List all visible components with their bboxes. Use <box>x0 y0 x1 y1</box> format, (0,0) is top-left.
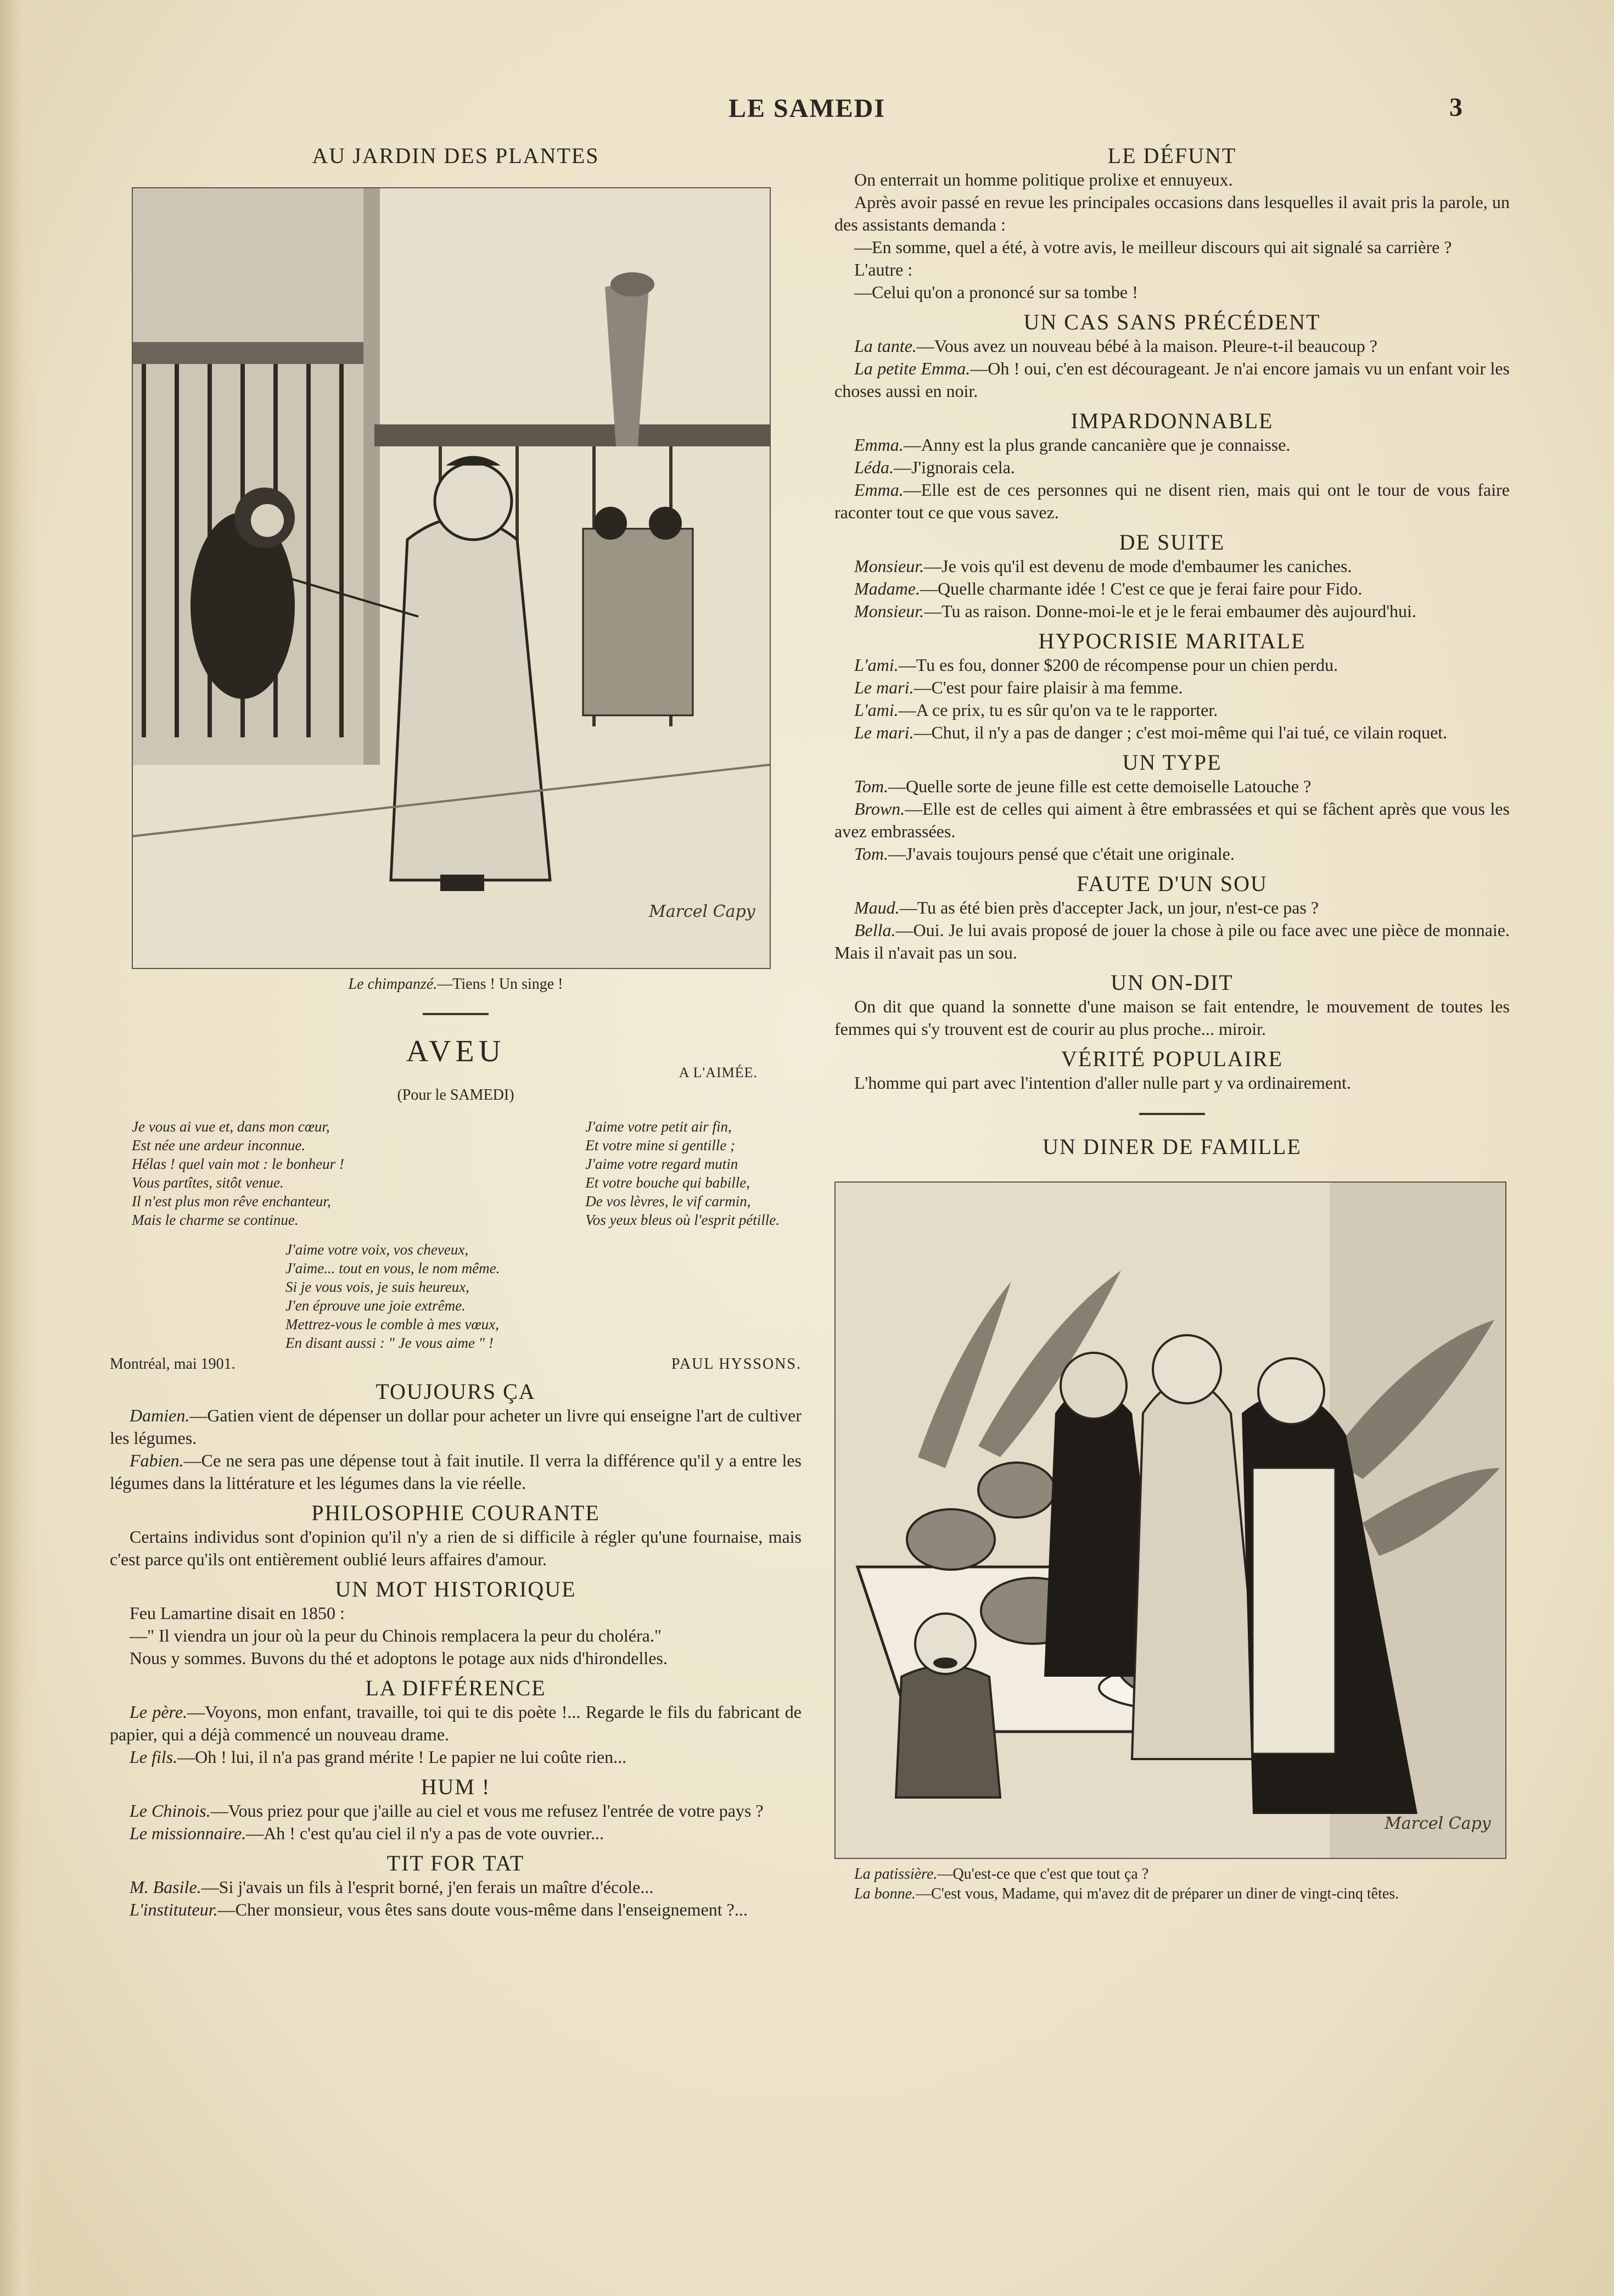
article-impardonnable <box>834 408 1510 524</box>
dialogue-line <box>834 654 1510 676</box>
article-title: TIT FOR TAT <box>386 1851 525 1875</box>
article-de-suite <box>834 529 1510 623</box>
article-cas-sans-precedent <box>834 309 1510 402</box>
article-title: HYPOCRISIE MARITALE <box>1038 629 1306 653</box>
article-faute-dun-sou <box>834 871 1510 964</box>
speaker: Monsieur. <box>854 601 924 621</box>
article-title: UN TYPE <box>1122 750 1222 775</box>
verse: Mettrez-vous le comble à mes vœux, <box>285 1316 499 1332</box>
line-text: —Tu as été bien près d'accepter Jack, un jour, n'est-ce pas ? <box>899 898 1319 917</box>
paragraph: —En somme, quel a été, à votre avis, le meilleur discours qui ait signalé sa carrière ? <box>854 237 1452 257</box>
verse: Je vous ai vue et, dans mon cœur, <box>132 1118 330 1135</box>
caption-line <box>834 1884 1510 1904</box>
dialogue-line <box>110 1899 802 1921</box>
speaker: Léda. <box>854 457 894 477</box>
verse: J'aime votre regard mutin <box>585 1156 738 1172</box>
page-header <box>0 88 1614 132</box>
illustration-caption <box>110 975 802 994</box>
caption-speaker: La bonne. <box>854 1885 916 1902</box>
paragraph: Après avoir passé en revue les principales occasions dans lesquelles il avait pris la parole, un des assistants demanda : <box>834 192 1510 234</box>
verse: Est née une ardeur inconnue. <box>132 1137 306 1153</box>
article-un-on-dit <box>834 970 1510 1040</box>
verse: Mais le charme se continue. <box>132 1212 299 1228</box>
dialogue-line <box>834 843 1510 865</box>
verse: J'aime votre petit air fin, <box>585 1118 732 1135</box>
caption-text: —Tiens ! Un singe ! <box>437 976 563 993</box>
line-text: —Quelle sorte de jeune fille est cette demoiselle Latouche ? <box>888 776 1312 796</box>
line-text: —Vous avez un nouveau bébé à la maison. Pleure-t-il beaucoup ? <box>916 336 1377 356</box>
verse: Hélas ! quel vain mot : le bonheur ! <box>132 1156 344 1172</box>
speaker: Damien. <box>130 1405 190 1425</box>
line-text: —Cher monsieur, vous êtes sans doute vous-même dans l'enseignement ?... <box>217 1900 748 1919</box>
caption-line <box>834 1864 1510 1884</box>
dialogue-line <box>110 1822 802 1845</box>
verse: En disant aussi : " Je vous aime " ! <box>285 1335 494 1351</box>
artist-signature: Marcel Capy <box>1385 1814 1491 1833</box>
speaker: Tom. <box>854 844 888 864</box>
article-title: LA DIFFÉRENCE <box>365 1676 546 1700</box>
speaker: Emma. <box>854 480 904 500</box>
dialogue-line <box>110 1746 802 1768</box>
line-text: —Oh ! oui, c'en est décourageant. Je n'ai encore jamais vu un enfant voir les choses aussi en noir. <box>834 359 1510 401</box>
speaker: M. Basile. <box>130 1877 201 1897</box>
illustration-title: UN DINER DE FAMILLE <box>1043 1134 1302 1159</box>
paragraph: On dit que quand la sonnette d'une maison se fait entendre, le mouvement de toutes les femmes qui s'y trouvent est de courir au plus proche... miroir. <box>834 996 1510 1039</box>
dialogue-line <box>834 676 1510 699</box>
poem <box>110 1034 802 1373</box>
right-column <box>834 143 1510 1904</box>
dinner-drawing <box>836 1183 1505 1858</box>
speaker: Le père. <box>130 1702 188 1722</box>
line-text: —C'est pour faire plaisir à ma femme. <box>914 677 1183 697</box>
poem-for: (Pour le SAMEDI) <box>397 1087 514 1104</box>
article-title: UN CAS SANS PRÉCÉDENT <box>1023 310 1321 334</box>
speaker: Tom. <box>854 776 888 796</box>
line-text: —Ce ne sera pas une dépense tout à fait inutile. Il verra la différence qu'il y a entre les légumes dans la littérature et les légumes dans la vie réelle. <box>110 1451 802 1493</box>
stanza-1 <box>132 1117 344 1229</box>
speaker: L'ami. <box>854 655 899 675</box>
speaker: Fabien. <box>130 1451 184 1470</box>
verse: J'aime... tout en vous, le nom même. <box>285 1260 500 1276</box>
speaker: Le mari. <box>854 677 914 697</box>
line-text: —J'ignorais cela. <box>894 457 1015 477</box>
article-title: UN MOT HISTORIQUE <box>335 1577 576 1601</box>
paragraph: On enterrait un homme politique prolixe et ennuyeux. <box>854 170 1233 189</box>
dialogue-line <box>834 357 1510 402</box>
article-hypocrisie-maritale <box>834 628 1510 744</box>
line-text: —Je vois qu'il est devenu de mode d'embaumer les caniches. <box>924 556 1352 576</box>
article-title: FAUTE D'UN SOU <box>1077 871 1268 896</box>
dialogue-line <box>834 555 1510 578</box>
zoo-drawing <box>133 188 770 968</box>
article-title: UN ON-DIT <box>1111 970 1234 995</box>
line-text: —J'avais toujours pensé que c'était une originale. <box>888 844 1235 864</box>
artist-signature: Marcel Capy <box>649 902 755 921</box>
article-le-defunt <box>834 143 1510 304</box>
speaker: Brown. <box>854 799 905 819</box>
dialogue-line <box>834 479 1510 524</box>
article-title: DE SUITE <box>1119 530 1225 555</box>
verse: Il n'est plus mon rêve enchanteur, <box>132 1193 331 1209</box>
poem-dedication: A L'AIMÉE. <box>679 1065 758 1080</box>
paragraph: —Celui qu'on a prononcé sur sa tombe ! <box>854 282 1138 302</box>
caption-speaker: Le chimpanzé. <box>348 976 438 993</box>
verse: Vos yeux bleus où l'esprit pétille. <box>585 1212 780 1228</box>
dialogue-line <box>834 919 1510 964</box>
dialogue-line <box>834 434 1510 456</box>
section-divider <box>1139 1113 1205 1115</box>
article-un-type <box>834 749 1510 865</box>
paragraph: —" Il viendra un jour où la peur du Chinois remplacera la peur du choléra." <box>130 1626 662 1645</box>
page-number: 3 <box>1449 93 1462 122</box>
speaker: L'ami. <box>854 700 899 720</box>
article-tit-for-tat <box>110 1850 802 1921</box>
line-text: —Tu as raison. Donne-moi-le et je le ferai embaumer dès aujourd'hui. <box>924 601 1416 621</box>
poem-author: PAUL HYSSONS. <box>671 1356 802 1373</box>
illustration-diner-de-famille <box>834 1181 1506 1859</box>
line-text: —Anny est la plus grande cancanière que je connaisse. <box>903 435 1291 455</box>
line-text: —Ah ! c'est qu'au ciel il n'y a pas de vote ouvrier... <box>246 1823 604 1843</box>
poem-title: AVEU <box>406 1034 506 1068</box>
verse: Vous partîtes, sitôt venue. <box>132 1174 284 1191</box>
poem-stanzas <box>110 1104 802 1229</box>
stanza-3 <box>110 1229 802 1352</box>
verse: De vos lèvres, le vif carmin, <box>585 1193 751 1209</box>
paragraph: L'homme qui part avec l'intention d'aller nulle part y va ordinairement. <box>854 1073 1351 1093</box>
speaker: L'instituteur. <box>130 1900 218 1919</box>
paragraph: Certains individus sont d'opinion qu'il n'y a rien de si difficile à régler qu'une fournaise, mais c'est parce qu'ils ont entièrement oublié leurs affaires d'amour. <box>110 1527 802 1569</box>
stanza-2 <box>585 1117 780 1229</box>
article-title: LE DÉFUNT <box>1107 143 1237 168</box>
speaker: Le missionnaire. <box>130 1823 246 1843</box>
dialogue-line <box>834 578 1510 600</box>
line-text: —Oui. Je lui avais proposé de jouer la chose à pile ou face avec une pièce de monnaie. Mais il n'avait pas un sou. <box>834 920 1510 962</box>
dialogue-line <box>834 721 1510 744</box>
poem-signature-line <box>110 1356 802 1373</box>
verse: Si je vous vois, je suis heureux, <box>285 1279 469 1295</box>
illustration-caption <box>834 1864 1510 1904</box>
dialogue-line <box>110 1876 802 1899</box>
speaker: Madame. <box>854 579 920 598</box>
dialogue-line <box>834 798 1510 843</box>
line-text: —Gatien vient de dépenser un dollar pour acheter un livre qui enseigne l'art de cultiver les légumes. <box>110 1405 802 1448</box>
verse: Et votre bouche qui babille, <box>585 1174 750 1191</box>
caption-text: —C'est vous, Madame, qui m'avez dit de préparer un diner de vingt-cinq têtes. <box>916 1885 1399 1902</box>
paragraph: Nous y sommes. Buvons du thé et adoptons le potage aux nids d'hirondelles. <box>130 1648 668 1668</box>
dialogue-line <box>110 1800 802 1822</box>
illustration-title: AU JARDIN DES PLANTES <box>312 143 599 168</box>
dialogue-line <box>834 775 1510 798</box>
article-title: IMPARDONNABLE <box>1071 408 1274 433</box>
masthead: LE SAMEDI <box>728 94 886 123</box>
speaker: Le mari. <box>854 723 914 742</box>
dialogue-line <box>834 897 1510 919</box>
line-text: —Oh ! lui, il n'a pas grand mérite ! Le papier ne lui coûte rien... <box>177 1747 627 1767</box>
article-philosophie-courante <box>110 1500 802 1571</box>
verse: Et votre mine si gentille ; <box>585 1137 735 1153</box>
dialogue-line <box>834 456 1510 479</box>
dialogue-line <box>110 1404 802 1449</box>
article-mot-historique <box>110 1576 802 1670</box>
speaker: Emma. <box>854 435 904 455</box>
dialogue-line <box>834 699 1510 721</box>
line-text: —Quelle charmante idée ! C'est ce que je ferai faire pour Fido. <box>920 579 1363 598</box>
article-toujours-ca <box>110 1379 802 1494</box>
verse: J'aime votre voix, vos cheveux, <box>285 1241 469 1258</box>
article-title: HUM ! <box>421 1774 491 1799</box>
article-verite-populaire <box>834 1046 1510 1094</box>
line-text: —Tu es fou, donner $200 de récompense pour un chien perdu. <box>898 655 1338 675</box>
speaker: Maud. <box>854 898 900 917</box>
section-divider <box>423 1013 489 1015</box>
article-hum <box>110 1774 802 1845</box>
caption-text: —Qu'est-ce que c'est que tout ça ? <box>937 1866 1149 1883</box>
speaker: Le fils. <box>130 1747 178 1767</box>
speaker: Bella. <box>854 920 896 940</box>
speaker: La tante. <box>854 336 917 356</box>
caption-speaker: La patissière. <box>854 1866 938 1883</box>
poem-place-date: Montréal, mai 1901. <box>110 1356 236 1373</box>
paragraph: L'autre : <box>854 260 913 279</box>
speaker: Le Chinois. <box>130 1801 211 1821</box>
article-title: VÉRITÉ POPULAIRE <box>1061 1046 1284 1071</box>
line-text: —Elle est de celles qui aiment à être embrassées et qui se fâchent après que vous les avez embrassées. <box>834 799 1510 841</box>
speaker: La petite Emma. <box>854 359 971 378</box>
illustration-jardin-des-plantes <box>132 187 771 969</box>
article-title: PHILOSOPHIE COURANTE <box>311 1500 600 1525</box>
line-text: —Si j'avais un fils à l'esprit borné, j'en ferais un maître d'école... <box>201 1877 654 1897</box>
dialogue-line <box>834 335 1510 357</box>
line-text: —A ce prix, tu es sûr qu'on va te le rapporter. <box>898 700 1218 720</box>
page-fold-shadow <box>0 0 38 2296</box>
line-text: —Vous priez pour que j'aille au ciel et vous me refusez l'entrée de votre pays ? <box>210 1801 764 1821</box>
dialogue-line <box>110 1449 802 1494</box>
article-title: TOUJOURS ÇA <box>376 1379 536 1404</box>
left-column <box>110 143 802 1921</box>
line-text: —Elle est de ces personnes qui ne disent rien, mais qui ont le tour de vous faire raconter tout ce que vous savez. <box>834 480 1510 522</box>
dialogue-line <box>110 1701 802 1746</box>
speaker: Monsieur. <box>854 556 924 576</box>
line-text: —Chut, il n'y a pas de danger ; c'est moi-même qui l'ai tué, ce vilain roquet. <box>914 723 1448 742</box>
paragraph: Feu Lamartine disait en 1850 : <box>130 1603 345 1623</box>
article-la-difference <box>110 1675 802 1768</box>
line-text: —Voyons, mon enfant, travaille, toi qui te dis poète !... Regarde le fils du fabricant de papier, qui a déjà commencé un nouveau drame. <box>110 1702 802 1744</box>
verse: J'en éprouve une joie extrême. <box>285 1297 466 1314</box>
dialogue-line <box>834 600 1510 623</box>
